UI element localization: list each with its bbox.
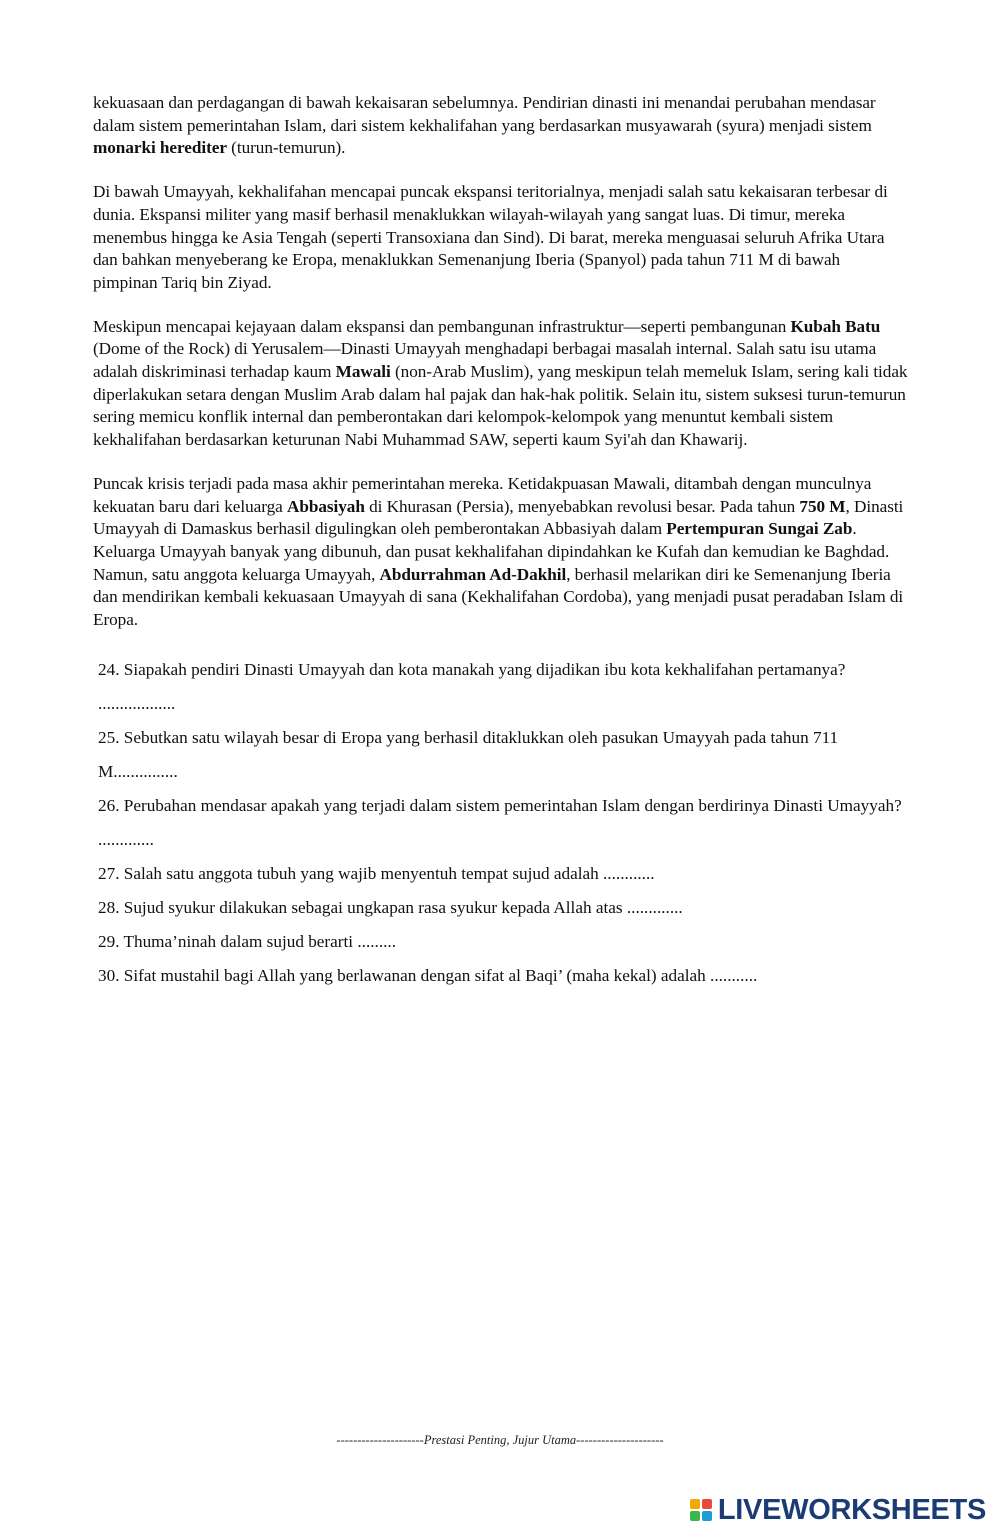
bold-term: Kubah Batu xyxy=(790,316,881,336)
logo-square xyxy=(702,1499,712,1509)
brand-name: LIVEWORKSHEETS xyxy=(717,1493,986,1526)
paragraph-2 xyxy=(93,181,908,295)
question-item xyxy=(98,789,908,857)
question-item xyxy=(98,653,908,721)
bold-term: Pertempuran Sungai Zab xyxy=(666,519,853,539)
question-number: 27. xyxy=(98,863,120,883)
question-number: 26. xyxy=(98,795,120,815)
text-run: Puncak krisis terjadi pada masa akhir pemerintahan mereka. Ketidakpuasan Mawali, ditambah dengan munculnya kekuatan baru dari keluarga xyxy=(93,473,872,516)
question-item xyxy=(98,857,908,891)
question-number: 25. xyxy=(98,727,120,747)
logo-square xyxy=(690,1511,700,1521)
question-number: 28. xyxy=(98,897,120,917)
footer-motto: ---------------------Prestasi Penting, Jujur Utama--------------------- xyxy=(336,1433,664,1447)
text-run: (Dome of the Rock) di Yerusalem—Dinasti Umayyah menghadapi berbagai masalah internal. Salah satu isu utama adalah diskriminasi terhadap kaum xyxy=(93,339,877,382)
text-run: (turun-temurun). xyxy=(226,138,346,158)
reading-passage xyxy=(93,92,908,632)
paragraph-1 xyxy=(93,92,908,160)
paragraph-4 xyxy=(93,473,908,632)
question-item xyxy=(98,721,908,789)
bold-term: Abdurrahman Ad-Dakhil xyxy=(379,564,567,584)
text-run: (non-Arab Muslim), yang meskipun telah memeluk Islam, sering kali tidak diperlakukan setara dengan Muslim Arab dalam hal pajak dan hak-hak politik. Selain itu, sistem suksesi turun-temurun sering memicu konflik internal dan pemberontakan dari kelompok-kelompok yang menuntut kembali sistem kekhalifahan berdasarkan keturunan Nabi Muhammad SAW, seperti kaum Syi'ah dan Khawarij. xyxy=(93,362,908,450)
question-item xyxy=(98,925,908,959)
bold-term: Mawali xyxy=(335,362,391,382)
logo-square xyxy=(702,1511,712,1521)
question-number: 29. xyxy=(98,931,120,951)
question-text: Sifat mustahil bagi Allah yang berlawanan dengan sifat al Baqi’ (maha kekal) adalah ........... xyxy=(123,965,758,985)
question-list xyxy=(93,653,908,993)
liveworksheets-brand[interactable] xyxy=(690,1490,986,1530)
question-item xyxy=(98,959,908,993)
text-run: , Dinasti Umayyah di Damaskus berhasil digulingkan oleh pemberontakan Abbasiyah dalam xyxy=(93,496,904,539)
bold-term: 750 M xyxy=(799,496,846,516)
question-text: Thuma’ninah dalam sujud berarti ......... xyxy=(123,931,397,951)
paragraph-3 xyxy=(93,316,908,452)
question-number: 24. xyxy=(98,659,120,679)
bold-term: monarki herediter xyxy=(93,138,227,158)
text-run: . Keluarga Umayyah banyak yang dibunuh, dan pusat kekhalifahan dipindahkan ke Kufah dan kemudian ke Baghdad. Namun, satu anggota keluarga Umayyah, xyxy=(93,519,890,584)
question-text: Salah satu anggota tubuh yang wajib menyentuh tempat sujud adalah ............ xyxy=(123,863,655,883)
logo-square xyxy=(690,1499,700,1509)
question-text: Perubahan mendasar apakah yang terjadi dalam sistem pemerintahan Islam dengan berdirinya Dinasti Umayyah? ............. xyxy=(98,795,902,849)
question-text: Sujud syukur dilakukan sebagai ungkapan rasa syukur kepada Allah atas ............. xyxy=(123,897,683,917)
text-run: Meskipun mencapai kejayaan dalam ekspansi dan pembangunan infrastruktur—seperti pembangunan xyxy=(93,316,791,336)
question-text: Siapakah pendiri Dinasti Umayyah dan kota manakah yang dijadikan ibu kota kekhalifahan pertamanya? .................. xyxy=(98,659,846,713)
question-text: Sebutkan satu wilayah besar di Eropa yang berhasil ditaklukkan oleh pasukan Umayyah pada tahun 711 M............... xyxy=(98,727,839,781)
worksheet-page xyxy=(93,92,908,993)
question-number: 30. xyxy=(98,965,120,985)
text-run: di Khurasan (Persia), menyebabkan revolusi besar. Pada tahun xyxy=(364,496,800,516)
text-run: Di bawah Umayyah, kekhalifahan mencapai puncak ekspansi teritorialnya, menjadi salah satu kekaisaran terbesar di dunia. Ekspansi militer yang masif berhasil menaklukkan wilayah-wilayah yang sangat luas. Di timur, mereka menembus hingga ke Asia Tengah (seperti Transoxiana dan Sind). Di barat, mereka menguasai seluruh Afrika Utara dan bahkan menyeberang ke Eropa, menaklukkan Semenanjung Iberia (Spanyol) pada tahun 711 M di bawah pimpinan Tariq bin Ziyad. xyxy=(93,182,888,292)
liveworksheets-logo-icon xyxy=(690,1499,712,1521)
text-run: kekuasaan dan perdagangan di bawah kekaisaran sebelumnya. Pendirian dinasti ini menandai perubahan mendasar dalam sistem pemerintahan Islam, dari sistem kekhalifahan yang berdasarkan musyawarah (syura) menjadi sistem xyxy=(93,93,876,135)
question-item xyxy=(98,891,908,925)
bold-term: Abbasiyah xyxy=(286,496,365,516)
text-run: , berhasil melarikan diri ke Semenanjung Iberia dan mendirikan kembali kekuasaan Umayyah di sana (Kekhalifahan Cordoba), yang menjadi pusat peradaban Islam di Eropa. xyxy=(93,564,904,630)
